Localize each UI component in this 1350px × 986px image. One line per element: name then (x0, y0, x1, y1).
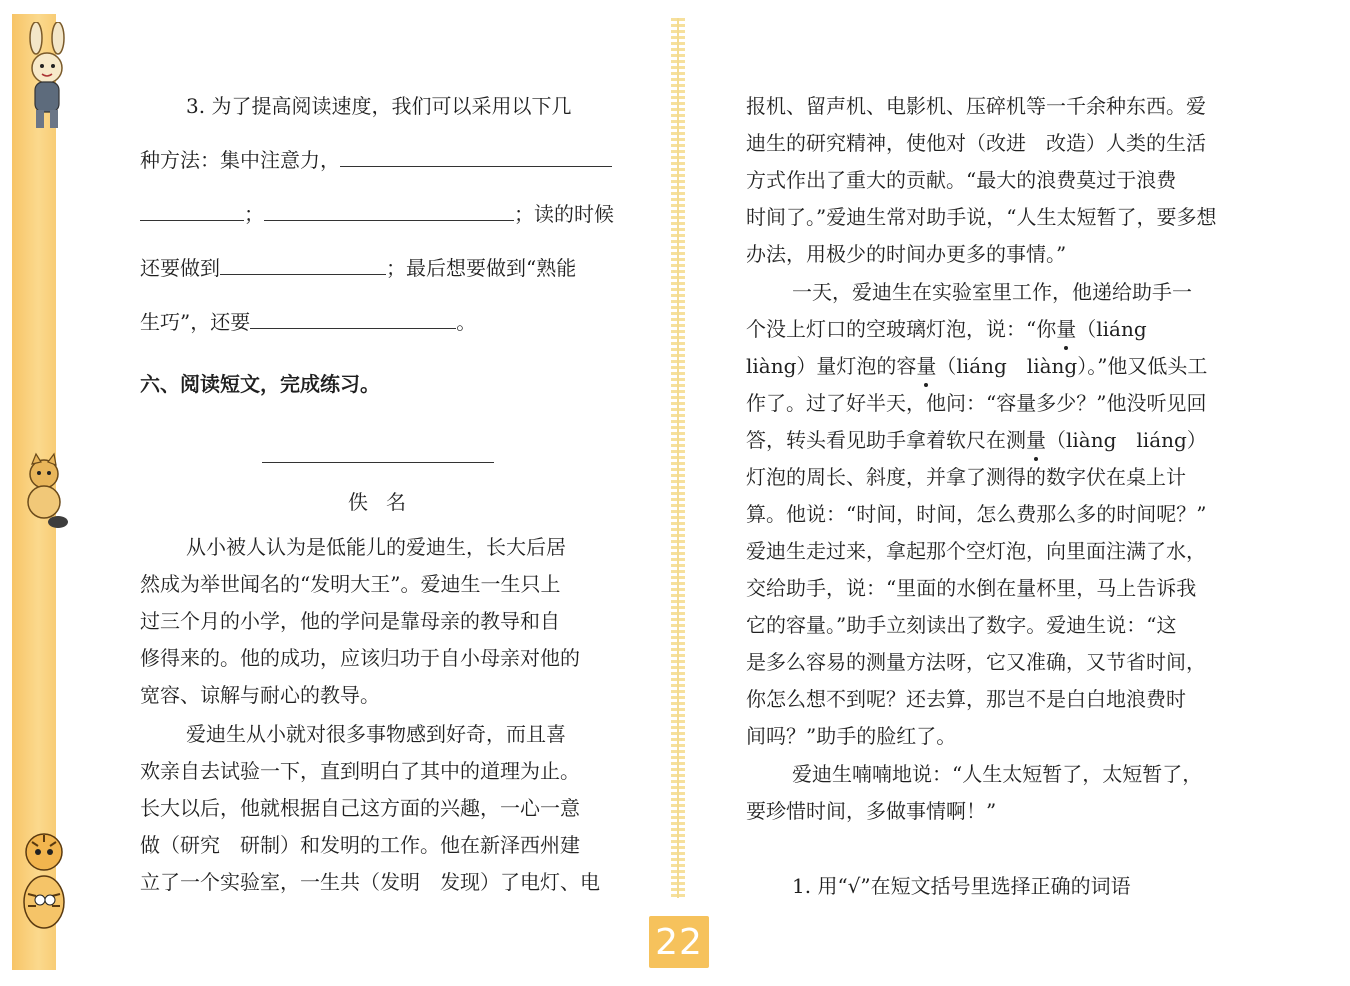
article-line: 报机、留声机、电影机、压碎机等一千余种东西。爱 (746, 94, 1206, 118)
question-3-line-1: 3. 为了提高阅读速度，我们可以采用以下几 (186, 94, 572, 118)
dotted-character: 量 (916, 354, 937, 378)
article-line: liàng）量灯泡的容量（liáng liàng）。”他又低头工 (746, 354, 1208, 378)
article-line: 做（研究 研制）和发明的工作。他在新泽西州建 (140, 833, 580, 857)
article-line: 作了。过了好半天，他问：“容量多少？”他没听见回 (746, 391, 1207, 415)
article-line: 它的容量。”助手立刻读出了数字。爱迪生说：“这 (746, 613, 1177, 637)
article-line: 爱迪生喃喃地说：“人生太短暂了，太短暂了， (792, 762, 1203, 786)
question-3-line-5: 生巧”，还要 。 (140, 310, 477, 334)
answer-blank-5[interactable] (250, 308, 456, 329)
article-author: 佚名 (348, 490, 424, 514)
cat-mascot-icon (14, 452, 72, 532)
article-line: 修得来的。他的成功，应该归功于自小母亲对他的 (140, 646, 580, 670)
article-line: 灯泡的周长、斜度，并拿了测得的数字伏在桌上计 (746, 465, 1186, 489)
dotted-character: 量 (1056, 317, 1077, 341)
article-line: 迪生的研究精神，使他对（改进 改造）人类的生活 (746, 131, 1206, 155)
article-line: 欢亲自去试验一下，直到明白了其中的道理为止。 (140, 759, 580, 783)
section-heading: 六、阅读短文，完成练习。 (140, 372, 380, 396)
article-line: 办法，用极少的时间办更多的事情。” (746, 242, 1067, 266)
article-line: 一天，爱迪生在实验室里工作，他递给助手一 (792, 280, 1192, 304)
article-line: 方式作出了重大的贡献。“最大的浪费莫过于浪费 (746, 168, 1177, 192)
article-line: 时间了。”爱迪生常对助手说，“人生太短暂了，要多想 (746, 205, 1217, 229)
article-line: 间吗？”助手的脸红了。 (746, 724, 957, 748)
article-line: 爱迪生走过来，拿起那个空灯泡，向里面注满了水， (746, 539, 1206, 563)
article-line: 答，转头看见助手拿着软尺在测量（liàng liáng） (746, 428, 1207, 452)
article-line: 要珍惜时间，多做事情啊！” (746, 799, 997, 823)
article-line: 个没上灯口的空玻璃灯泡，说：“你量（liáng (746, 317, 1147, 341)
answer-blank-4[interactable] (220, 254, 386, 275)
answer-blank-3[interactable] (264, 200, 514, 221)
article-line: 交给助手，说：“里面的水倒在量杯里，马上告诉我 (746, 576, 1197, 600)
question-3-line-3: ； ；读的时候 (140, 200, 614, 228)
tiger-mascot-icon (14, 822, 74, 938)
article-line: 从小被人认为是低能儿的爱迪生，长大后居 (186, 535, 566, 559)
article-line: 爱迪生从小就对很多事物感到好奇，而且喜 (186, 722, 566, 746)
rabbit-mascot-icon (14, 22, 80, 134)
question-3-line-2: 种方法：集中注意力， (140, 146, 612, 174)
article-line: 长大以后，他就根据自己这方面的兴趣，一心一意 (140, 796, 580, 820)
page-spine-divider (671, 18, 685, 898)
article-title-blank[interactable] (262, 462, 494, 463)
article-line: 是多么容易的测量方法呀，它又准确，又节省时间， (746, 650, 1206, 674)
page-number: 22 (649, 916, 709, 968)
answer-blank-1[interactable] (340, 146, 612, 167)
question-3-line-4: 还要做到 ；最后想要做到“熟能 (140, 256, 577, 280)
article-line: 宽容、谅解与耐心的教导。 (140, 683, 380, 707)
article-line: 立了一个实验室，一生共（发明 发现）了电灯、电 (140, 870, 600, 894)
article-line: 你怎么想不到呢？还去算，那岂不是白白地浪费时 (746, 687, 1186, 711)
article-line: 然成为举世闻名的“发明大王”。爱迪生一生只上 (140, 572, 561, 596)
article-line: 过三个月的小学，他的学问是靠母亲的教导和自 (140, 609, 560, 633)
answer-blank-2[interactable] (140, 200, 244, 221)
question-1: 1. 用“√”在短文括号里选择正确的词语 (792, 874, 1131, 898)
dotted-character: 量 (1026, 428, 1046, 452)
article-line: 算。他说：“时间，时间，怎么费那么多的时间呢？” (746, 502, 1207, 526)
